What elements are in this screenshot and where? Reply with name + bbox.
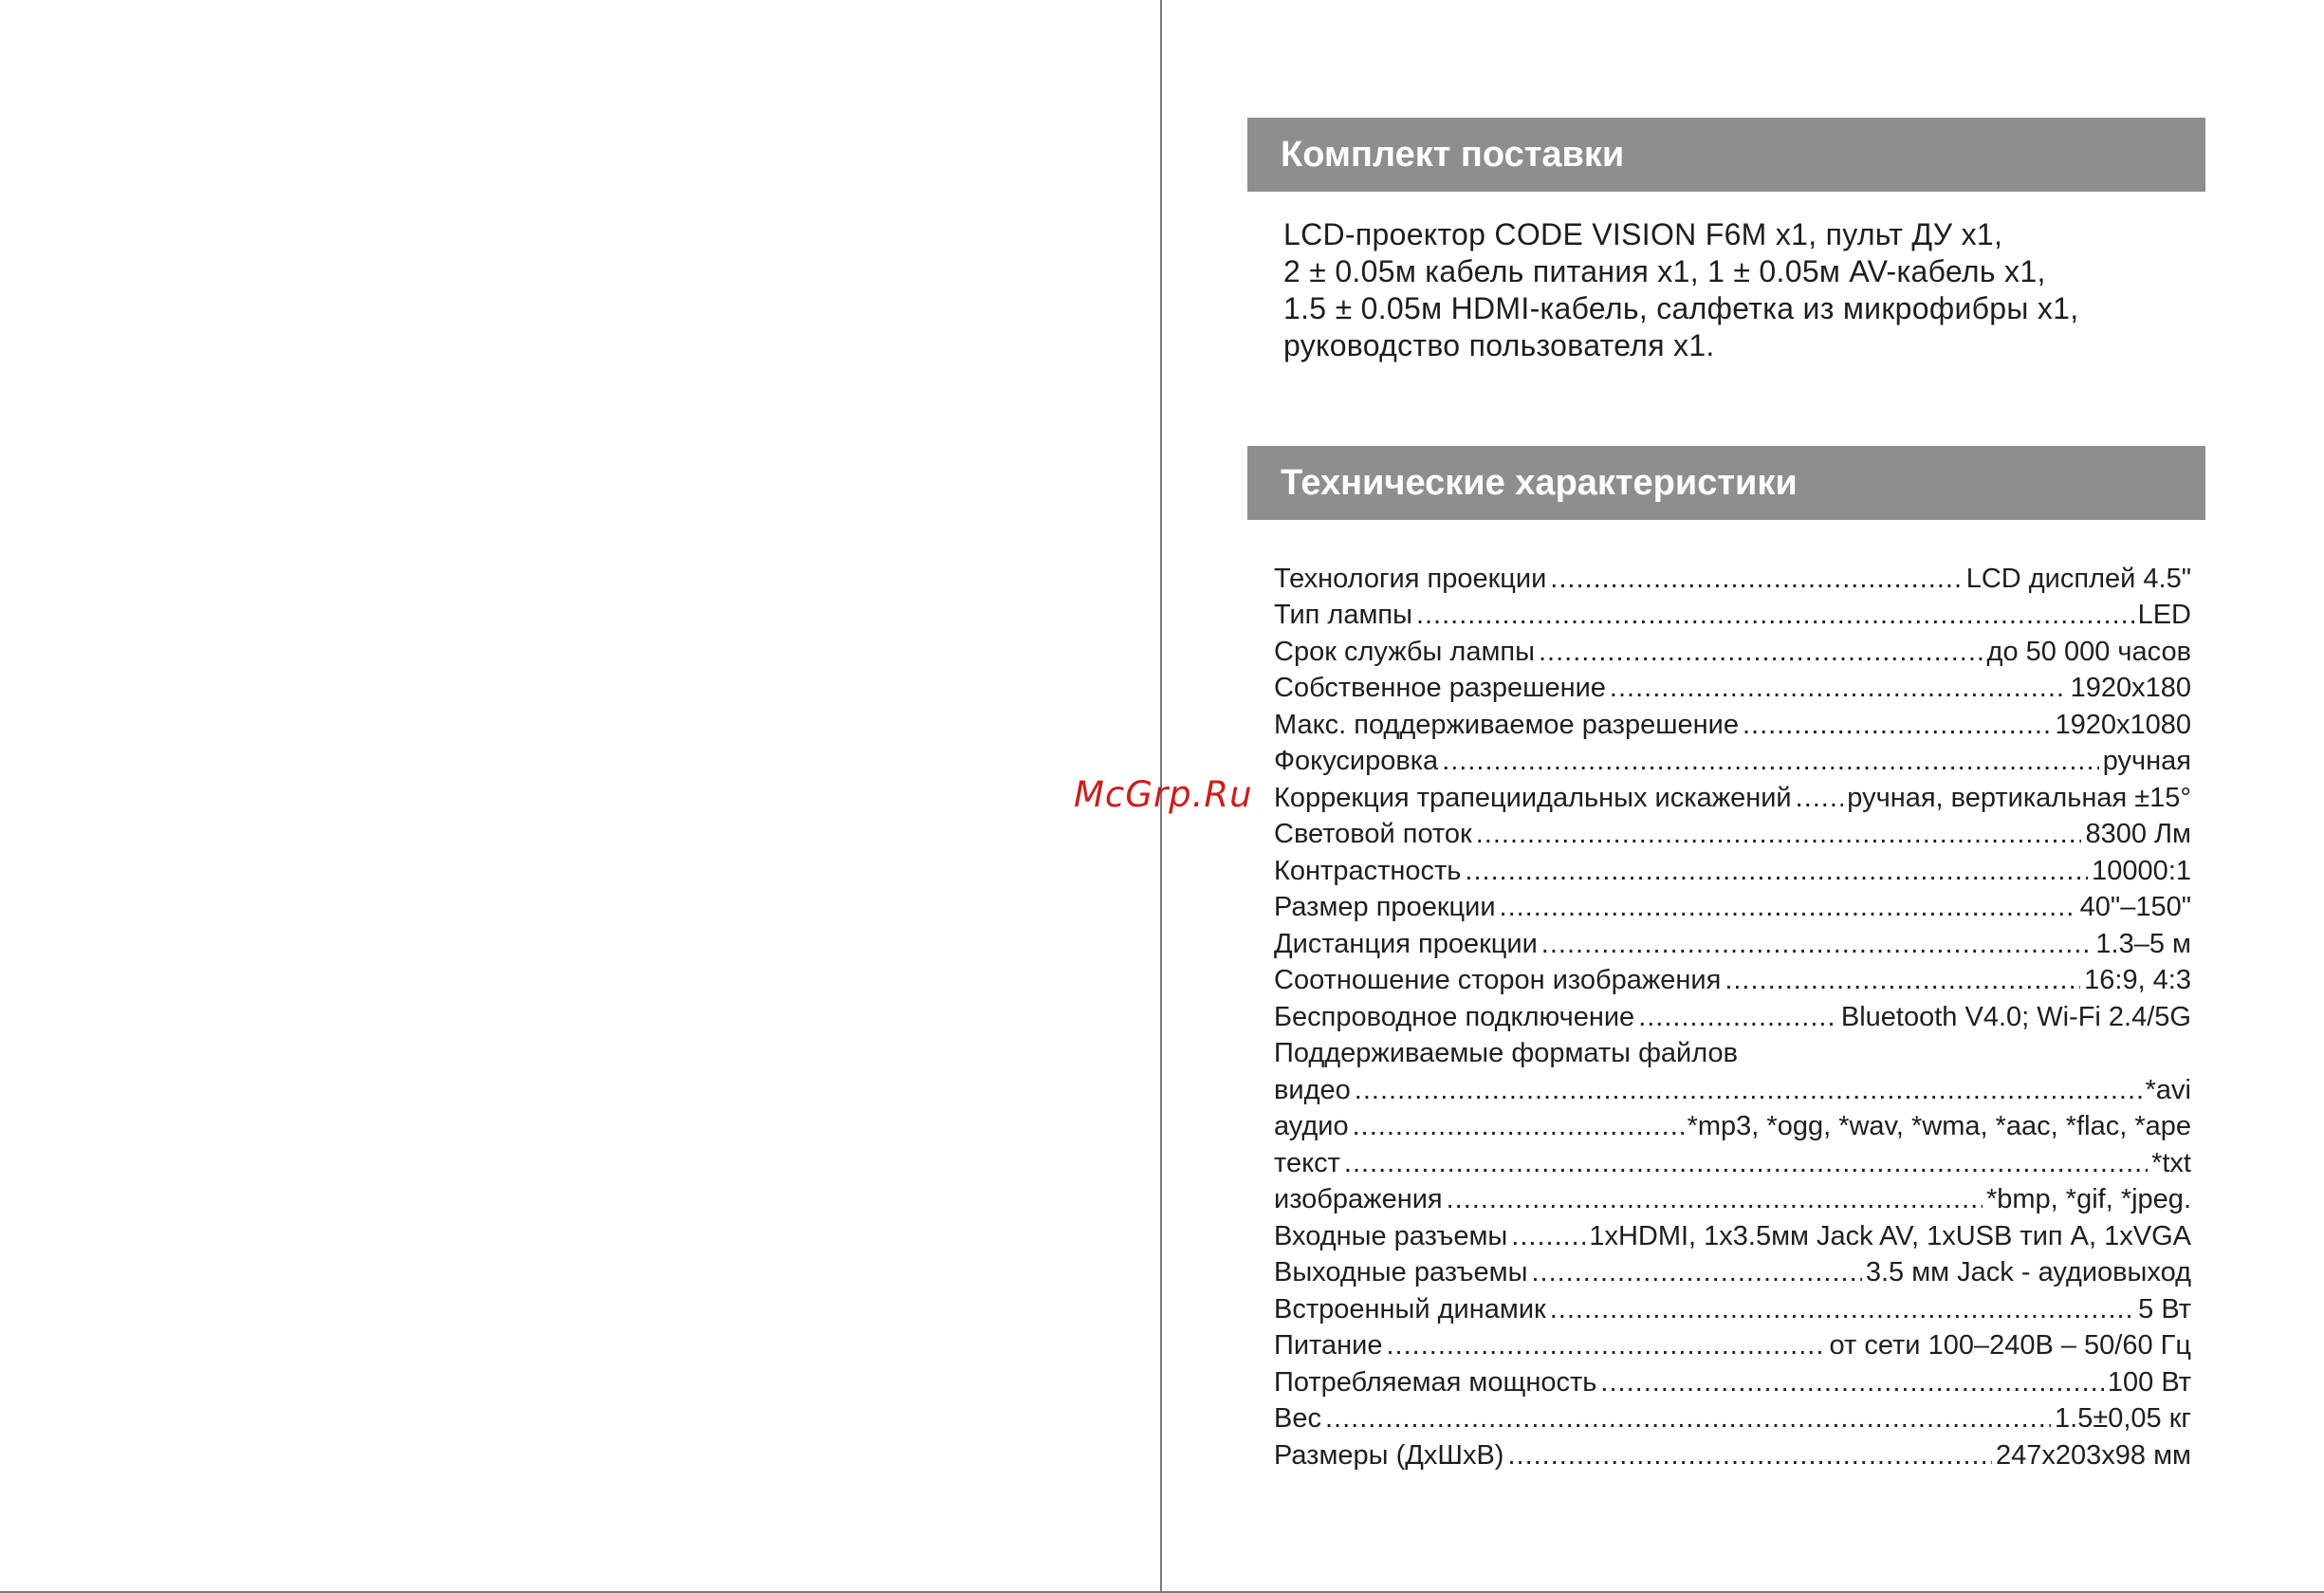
spec-label: видео — [1274, 1074, 1351, 1105]
watermark: McGrp.Ru — [1074, 774, 1253, 815]
dot-leader — [1796, 783, 1844, 814]
spec-label: Беспроводное подключение — [1274, 1001, 1635, 1032]
dot-leader — [1610, 673, 2067, 704]
dot-leader — [1541, 929, 2093, 960]
spec-row-projection-size — [1274, 887, 2191, 924]
dot-leader — [1500, 892, 2076, 923]
spec-label: Размеры (ДхШхВ) — [1274, 1439, 1504, 1471]
spec-row-outputs — [1274, 1252, 2191, 1289]
spec-value: 1920x180 — [2070, 673, 2191, 703]
spec-value: до 50 000 часов — [1986, 636, 2191, 667]
package-line: 1.5 ± 0.05м HDMI-кабель, салфетка из микрофибры x1, — [1283, 291, 2079, 325]
spec-label: Коррекция трапециидальных искажений — [1274, 782, 1792, 813]
spec-value: ручная, вертикальная ±15° — [1847, 782, 2191, 813]
spec-value: *mp3, *ogg, *wav, *wma, *aac, *flac, *ape — [1687, 1111, 2191, 1141]
spec-value: от сети 100–240В – 50/60 Гц — [1829, 1330, 2191, 1361]
specs-list — [1274, 558, 2191, 1472]
spec-label: аудио — [1274, 1111, 1349, 1141]
spec-row-inputs — [1274, 1215, 2191, 1252]
spec-row-power-supply — [1274, 1325, 2191, 1362]
dot-leader — [1600, 1367, 2103, 1399]
spec-value: 16:9, 4:3 — [2084, 965, 2191, 995]
package-line: руководство пользователя x1. — [1283, 328, 1715, 362]
spec-value: LCD дисплей 4.5" — [1965, 563, 2191, 594]
spec-value: 1.3–5 м — [2095, 928, 2191, 959]
spec-value: *txt — [2151, 1147, 2191, 1178]
dot-leader — [1550, 564, 1962, 595]
dot-leader — [1539, 637, 1983, 668]
dot-leader — [1447, 1184, 1983, 1215]
spec-label: Соотношение сторон изображения — [1274, 965, 1722, 995]
package-line: 2 ± 0.05м кабель питания x1, 1 ± 0.05м AV-кабель x1, — [1283, 254, 2046, 288]
spec-label: изображения — [1274, 1184, 1443, 1214]
spec-value: ручная — [2102, 746, 2191, 776]
dot-leader — [1638, 1002, 1837, 1033]
package-line: LCD-проектор CODE VISION F6M x1, пульт ДУ x1, — [1283, 217, 2003, 251]
specs-section-header: Технические характеристики — [1247, 446, 2205, 520]
spec-row-lamp-type — [1274, 595, 2191, 632]
dot-leader — [1507, 1440, 1992, 1472]
dot-leader — [1743, 710, 2052, 741]
dot-leader — [1386, 1330, 1825, 1361]
spec-value: *bmp, *gif, *jpeg. — [1985, 1184, 2191, 1214]
spec-label: Потребляемая мощность — [1274, 1366, 1597, 1398]
spec-row-max-resolution — [1274, 704, 2191, 741]
spec-label: Встроенный динамик — [1274, 1293, 1546, 1324]
dot-leader — [1355, 1075, 2142, 1106]
spec-label: Питание — [1274, 1330, 1383, 1361]
spec-row-power-consumption — [1274, 1361, 2191, 1399]
dot-leader — [1476, 819, 2082, 850]
spec-value: 1920x1080 — [2055, 709, 2191, 740]
spec-value: 40"–150" — [2079, 892, 2191, 922]
package-section-header: Комплект поставки — [1247, 118, 2205, 192]
spec-label: Технология проекции — [1274, 563, 1547, 594]
spec-value: LED — [2137, 600, 2191, 630]
spec-row-brightness — [1274, 814, 2191, 851]
spec-row-aspect-ratio — [1274, 960, 2191, 997]
dot-leader — [1416, 600, 2134, 631]
spec-label: Макс. поддерживаемое разрешение — [1274, 709, 1739, 740]
spec-value: 247x203x98 мм — [1996, 1439, 2191, 1471]
spec-label: Контрастность — [1274, 855, 1462, 886]
spec-value: 100 Вт — [2107, 1366, 2191, 1398]
spec-label: Размер проекции — [1274, 892, 1496, 922]
dot-leader — [1465, 856, 2088, 887]
spec-row-keystone — [1274, 777, 2191, 814]
spec-label: текст — [1274, 1147, 1340, 1178]
spec-row-projection-technology — [1274, 558, 2191, 595]
dot-leader — [1344, 1148, 2148, 1179]
spec-row-lamp-life — [1274, 631, 2191, 668]
spec-value: 10000:1 — [2092, 855, 2191, 886]
spec-row-wireless — [1274, 996, 2191, 1033]
spec-row-focus — [1274, 741, 2191, 778]
spec-label: Световой поток — [1274, 819, 1472, 849]
dot-leader — [1725, 965, 2080, 996]
spec-value: Bluetooth V4.0; Wi-Fi 2.4/5G — [1840, 1001, 2191, 1032]
package-contents — [1283, 216, 2185, 364]
dot-leader — [1325, 1403, 2051, 1435]
spec-row-speaker — [1274, 1288, 2191, 1325]
spec-row-projection-distance — [1274, 923, 2191, 960]
spec-row-contrast — [1274, 850, 2191, 887]
dot-leader — [1442, 746, 2099, 777]
spec-label: Собственное разрешение — [1274, 673, 1606, 703]
spec-label: Тип лампы — [1274, 600, 1412, 630]
spec-label: Выходные разъемы — [1274, 1257, 1528, 1287]
dot-leader — [1353, 1111, 1684, 1142]
spec-row-video — [1274, 1069, 2191, 1106]
spec-value: 1xHDMI, 1x3.5мм Jack AV, 1xUSB тип А, 1xVGA — [1589, 1220, 2191, 1251]
spec-label: Срок службы лампы — [1274, 636, 1535, 667]
spec-label: Фокусировка — [1274, 746, 1439, 776]
spec-label: Дистанция проекции — [1274, 928, 1538, 959]
spec-row-dimensions — [1274, 1435, 2191, 1472]
spec-value: 3.5 мм Jack - аудиовыход — [1865, 1257, 2191, 1287]
spec-row-weight — [1274, 1399, 2191, 1436]
dot-leader — [1511, 1221, 1585, 1252]
spec-label: Вес — [1274, 1403, 1321, 1434]
formats-heading: Поддерживаемые форматы файлов — [1274, 1038, 1739, 1068]
spec-row-native-resolution — [1274, 668, 2191, 705]
spec-row-audio — [1274, 1106, 2191, 1143]
spec-row-images — [1274, 1179, 2191, 1216]
spec-value: 5 Вт — [2138, 1293, 2191, 1324]
spec-value: 1.5±0,05 кг — [2055, 1403, 2191, 1434]
dot-leader — [1531, 1257, 1861, 1288]
spec-label: Входные разъемы — [1274, 1220, 1508, 1251]
spec-row-text — [1274, 1142, 2191, 1179]
dot-leader — [1550, 1294, 2134, 1325]
spec-value: *avi — [2145, 1074, 2191, 1105]
spec-value: 8300 Лм — [2085, 819, 2191, 849]
